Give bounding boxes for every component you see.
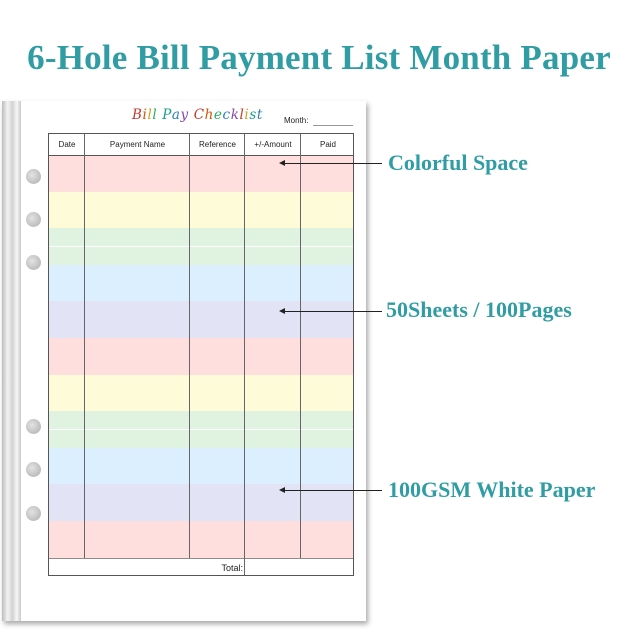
col-date-header: Date bbox=[58, 140, 76, 149]
punch-hole bbox=[26, 462, 41, 477]
table-row bbox=[49, 338, 353, 356]
table-row bbox=[49, 228, 353, 246]
table-row bbox=[49, 521, 353, 539]
month-line bbox=[313, 125, 353, 126]
title-letter: P bbox=[162, 107, 172, 123]
callout-arrow bbox=[284, 490, 382, 491]
punch-hole bbox=[26, 255, 41, 270]
title-letter: i bbox=[142, 107, 148, 123]
title-letter: l bbox=[147, 107, 153, 123]
total-label: Total: bbox=[221, 563, 243, 573]
table-row bbox=[49, 210, 353, 228]
column-divider bbox=[244, 134, 245, 575]
col-paid-header: Paid bbox=[319, 140, 336, 149]
checklist-table bbox=[48, 133, 354, 576]
callout-sheets-pages: 50Sheets / 100Pages bbox=[386, 297, 572, 322]
table-row bbox=[49, 265, 353, 283]
callout-colorful-space: Colorful Space bbox=[388, 150, 528, 175]
column-divider bbox=[300, 134, 301, 558]
table-row bbox=[49, 283, 353, 301]
title-letter: y bbox=[180, 107, 189, 123]
table-row bbox=[49, 393, 353, 411]
title-letter: k bbox=[230, 107, 240, 123]
callout-arrow bbox=[284, 311, 382, 312]
title-letter: t bbox=[256, 107, 263, 123]
callout-white-paper: 100GSM White Paper bbox=[388, 477, 596, 502]
col-reference-header: Reference bbox=[199, 140, 236, 149]
table-row bbox=[49, 411, 353, 429]
punch-hole bbox=[26, 169, 41, 184]
arrow-head-icon bbox=[279, 487, 285, 493]
title-letter: c bbox=[222, 107, 231, 123]
punch-hole bbox=[26, 419, 41, 434]
row-line bbox=[49, 558, 353, 559]
table-row bbox=[49, 375, 353, 393]
checklist-title bbox=[132, 107, 262, 127]
title-letter: B bbox=[132, 107, 143, 123]
title-letter: e bbox=[213, 107, 223, 123]
title-letter: l bbox=[152, 107, 158, 123]
punch-hole bbox=[26, 506, 41, 521]
callout-arrow bbox=[284, 163, 382, 164]
col-amount-header: +/-Amount bbox=[254, 140, 292, 149]
table-header bbox=[49, 134, 353, 156]
headline: 6-Hole Bill Payment List Month Paper bbox=[27, 38, 611, 77]
table-row bbox=[49, 320, 353, 338]
title-letter: i bbox=[244, 107, 250, 123]
table-row bbox=[49, 173, 353, 191]
col-payment-name-header: Payment Name bbox=[109, 140, 166, 149]
table-row bbox=[49, 466, 353, 484]
table-row bbox=[49, 430, 353, 448]
table-row bbox=[49, 539, 353, 557]
title-letter: a bbox=[171, 107, 181, 123]
table-row bbox=[49, 448, 353, 466]
table-row bbox=[49, 484, 353, 502]
table-row bbox=[49, 247, 353, 265]
punch-hole bbox=[26, 212, 41, 227]
arrow-head-icon bbox=[279, 308, 285, 314]
planner-sheet bbox=[2, 101, 366, 621]
column-divider bbox=[84, 134, 85, 558]
column-divider bbox=[189, 134, 190, 558]
month-label: Month: bbox=[284, 116, 309, 125]
title-letter: s bbox=[249, 107, 257, 123]
title-letter: l bbox=[239, 107, 245, 123]
table-row bbox=[49, 356, 353, 374]
table-row bbox=[49, 155, 353, 173]
table-row bbox=[49, 503, 353, 521]
title-letter: C bbox=[193, 107, 205, 123]
title-letter: h bbox=[204, 107, 214, 123]
binder-strip bbox=[2, 101, 21, 621]
arrow-head-icon bbox=[279, 160, 285, 166]
table-row bbox=[49, 192, 353, 210]
